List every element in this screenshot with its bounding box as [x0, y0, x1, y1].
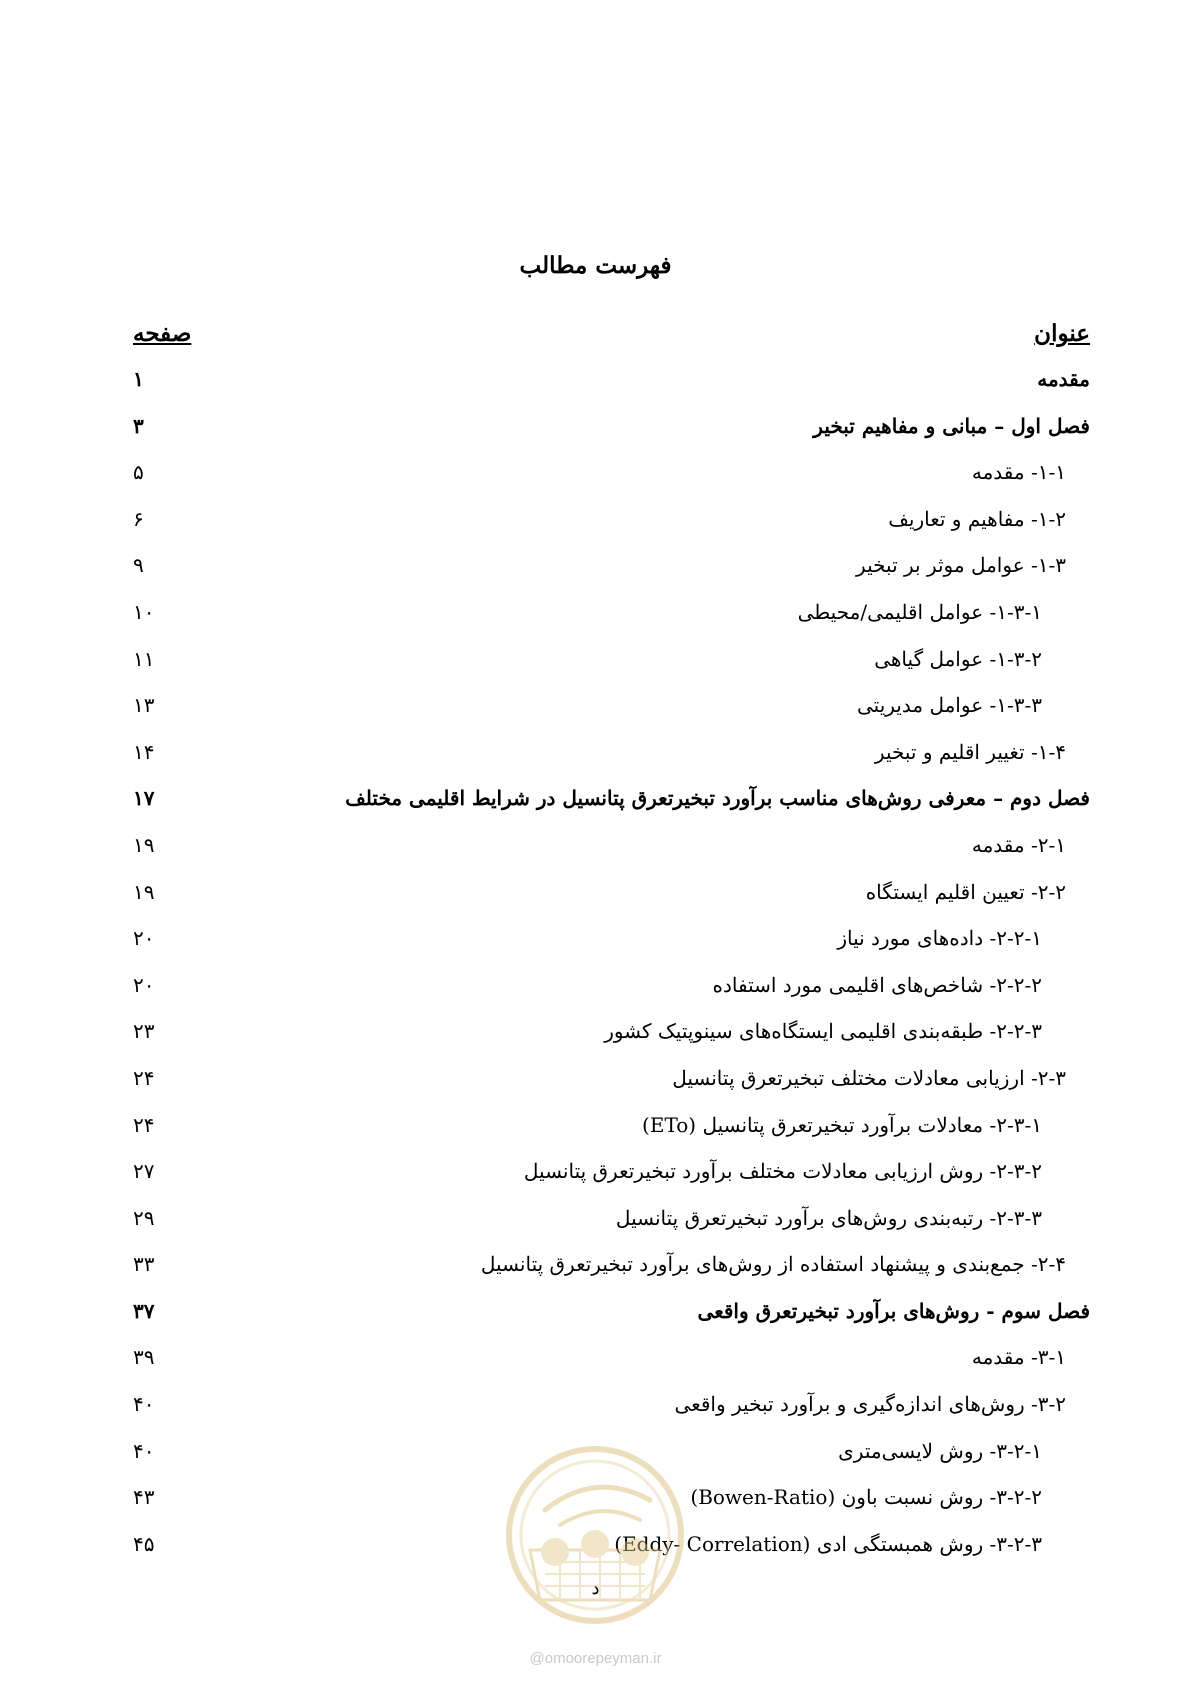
toc-entry: [133, 1252, 1090, 1299]
toc-entry-page: ۱۹: [133, 832, 155, 857]
toc-entry-page: ۱۰: [133, 599, 155, 624]
toc-entry-page: ۱۳: [133, 693, 155, 718]
toc-entry-page: ۳: [133, 413, 144, 438]
toc-entry: [133, 414, 1090, 461]
toc-entry-title: ۲-۲-۱- داده‌های مورد نیاز: [837, 926, 1042, 951]
toc-entry-page: ۱۹: [133, 879, 155, 904]
watermark-url: @omoorepeyman.ir: [529, 1650, 662, 1667]
toc-entry-title: ۱-۳- عوامل موثر بر تبخیر: [856, 553, 1066, 578]
toc-entry-title: ۳-۲-۳- روش همبستگی ادی (Eddy- Correlation): [614, 1531, 1042, 1556]
toc-entry: [133, 1113, 1090, 1160]
toc-header: [133, 320, 1090, 356]
toc-entry-title: ۱-۴- تغییر اقلیم و تبخیر: [874, 739, 1066, 764]
toc-entry-title: ۱-۳-۲- عوامل گیاهی: [874, 646, 1042, 671]
toc-entry: [133, 693, 1090, 740]
toc-entry: [133, 647, 1090, 694]
toc-entry-title: ۲-۲- تعیین اقلیم ایستگاه: [865, 879, 1066, 904]
toc-entry: [133, 1345, 1090, 1392]
page-number: د: [591, 1578, 600, 1599]
toc-entry: [133, 880, 1090, 927]
toc-entry: [133, 1066, 1090, 1113]
toc-entry: [133, 973, 1090, 1020]
watermark-logo: [500, 1440, 690, 1630]
toc-entry-page: ۵: [133, 460, 144, 485]
toc-entry-page: ۹: [133, 553, 144, 578]
toc-entry-page: ۲۴: [133, 1112, 155, 1137]
toc-entry-page: ۳۹: [133, 1345, 155, 1370]
toc-entry-title: ۱-۲- مفاهیم و تعاریف: [888, 506, 1066, 531]
toc-entry-title: ۲-۳-۳- رتبه‌بندی روش‌های برآورد تبخیرتعرق پتانسیل: [615, 1205, 1042, 1230]
column-title-heading: عنوان: [1034, 320, 1090, 347]
toc-entry-page: ۲۹: [133, 1205, 155, 1230]
table-of-contents: [133, 367, 1090, 1578]
toc-entry-title: مقدمه: [1037, 367, 1090, 391]
toc-entry-title: ۲-۳-۲- روش ارزیابی معادلات مختلف برآورد تبخیرتعرق پتانسیل: [523, 1159, 1042, 1184]
toc-entry: [133, 1299, 1090, 1346]
toc-entry: [133, 1159, 1090, 1206]
toc-entry-title: فصل اول – مبانی و مفاهیم تبخیر: [813, 413, 1090, 438]
toc-entry-page: ۳۳: [133, 1252, 155, 1277]
toc-entry: [133, 507, 1090, 554]
toc-entry-page: ۱۱: [133, 646, 155, 671]
toc-entry: [133, 460, 1090, 507]
toc-entry: [133, 926, 1090, 973]
toc-entry: [133, 553, 1090, 600]
toc-entry-title: ۲-۳- ارزیابی معادلات مختلف تبخیرتعرق پتانسیل: [672, 1065, 1066, 1090]
toc-entry-page: ۱۴: [133, 739, 155, 764]
toc-entry: [133, 367, 1090, 414]
toc-entry-title: ۲-۱- مقدمه: [971, 832, 1066, 857]
toc-entry-page: ۳۷: [133, 1298, 155, 1323]
toc-entry: [133, 1206, 1090, 1253]
page-title: فهرست مطالب: [519, 252, 672, 279]
toc-entry-page: ۲۰: [133, 926, 155, 951]
toc-entry-page: ۴۳: [133, 1485, 155, 1510]
toc-entry-title: ۳-۱- مقدمه: [971, 1345, 1066, 1370]
toc-entry-title: ۱-۱- مقدمه: [971, 460, 1066, 485]
toc-entry-title: ۲-۲-۲- شاخص‌های اقلیمی مورد استفاده: [712, 972, 1042, 997]
toc-entry-page: ۲۷: [133, 1159, 155, 1184]
toc-entry-page: ۴۰: [133, 1438, 155, 1463]
toc-entry-page: ۱۷: [133, 786, 155, 811]
toc-entry-title: فصل سوم - روش‌های برآورد تبخیرتعرق واقعی: [697, 1298, 1090, 1323]
toc-entry-page: ۶: [133, 506, 144, 531]
toc-entry-page: ۱: [133, 367, 144, 391]
toc-entry-title: فصل دوم – معرفی روش‌های مناسب برآورد تبخیرتعرق پتانسیل در شرایط اقلیمی مختلف: [345, 786, 1090, 811]
toc-entry-page: ۲۰: [133, 972, 155, 997]
toc-entry-page: ۴۵: [133, 1531, 155, 1556]
toc-entry-title: ۲-۲-۳- طبقه‌بندی اقلیمی ایستگاه‌های سینوپتیک کشور: [604, 1019, 1042, 1044]
toc-entry-page: ۲۴: [133, 1065, 155, 1090]
column-page-heading: صفحه: [133, 320, 192, 347]
toc-entry-title: ۲-۳-۱- معادلات برآورد تبخیرتعرق پتانسیل (ETo): [642, 1112, 1042, 1137]
toc-entry: [133, 740, 1090, 787]
toc-entry: [133, 1392, 1090, 1439]
toc-entry-title: ۱-۳-۱- عوامل اقلیمی/محیطی: [797, 599, 1042, 624]
toc-entry: [133, 1019, 1090, 1066]
toc-entry-title: ۱-۳-۳- عوامل مدیریتی: [857, 693, 1042, 718]
toc-entry-title: ۳-۲- روش‌های اندازه‌گیری و برآورد تبخیر واقعی: [674, 1392, 1066, 1417]
toc-entry-page: ۴۰: [133, 1392, 155, 1417]
toc-entry-page: ۲۳: [133, 1019, 155, 1044]
toc-entry: [133, 786, 1090, 833]
toc-entry-title: ۳-۲-۲- روش نسبت باون (Bowen-Ratio): [690, 1485, 1042, 1510]
toc-entry-title: ۳-۲-۱- روش لایسی‌متری: [838, 1438, 1042, 1463]
toc-entry: [133, 600, 1090, 647]
toc-entry-title: ۲-۴- جمع‌بندی و پیشنهاد استفاده از روش‌های برآورد تبخیرتعرق پتانسیل: [480, 1252, 1066, 1277]
toc-entry: [133, 833, 1090, 880]
